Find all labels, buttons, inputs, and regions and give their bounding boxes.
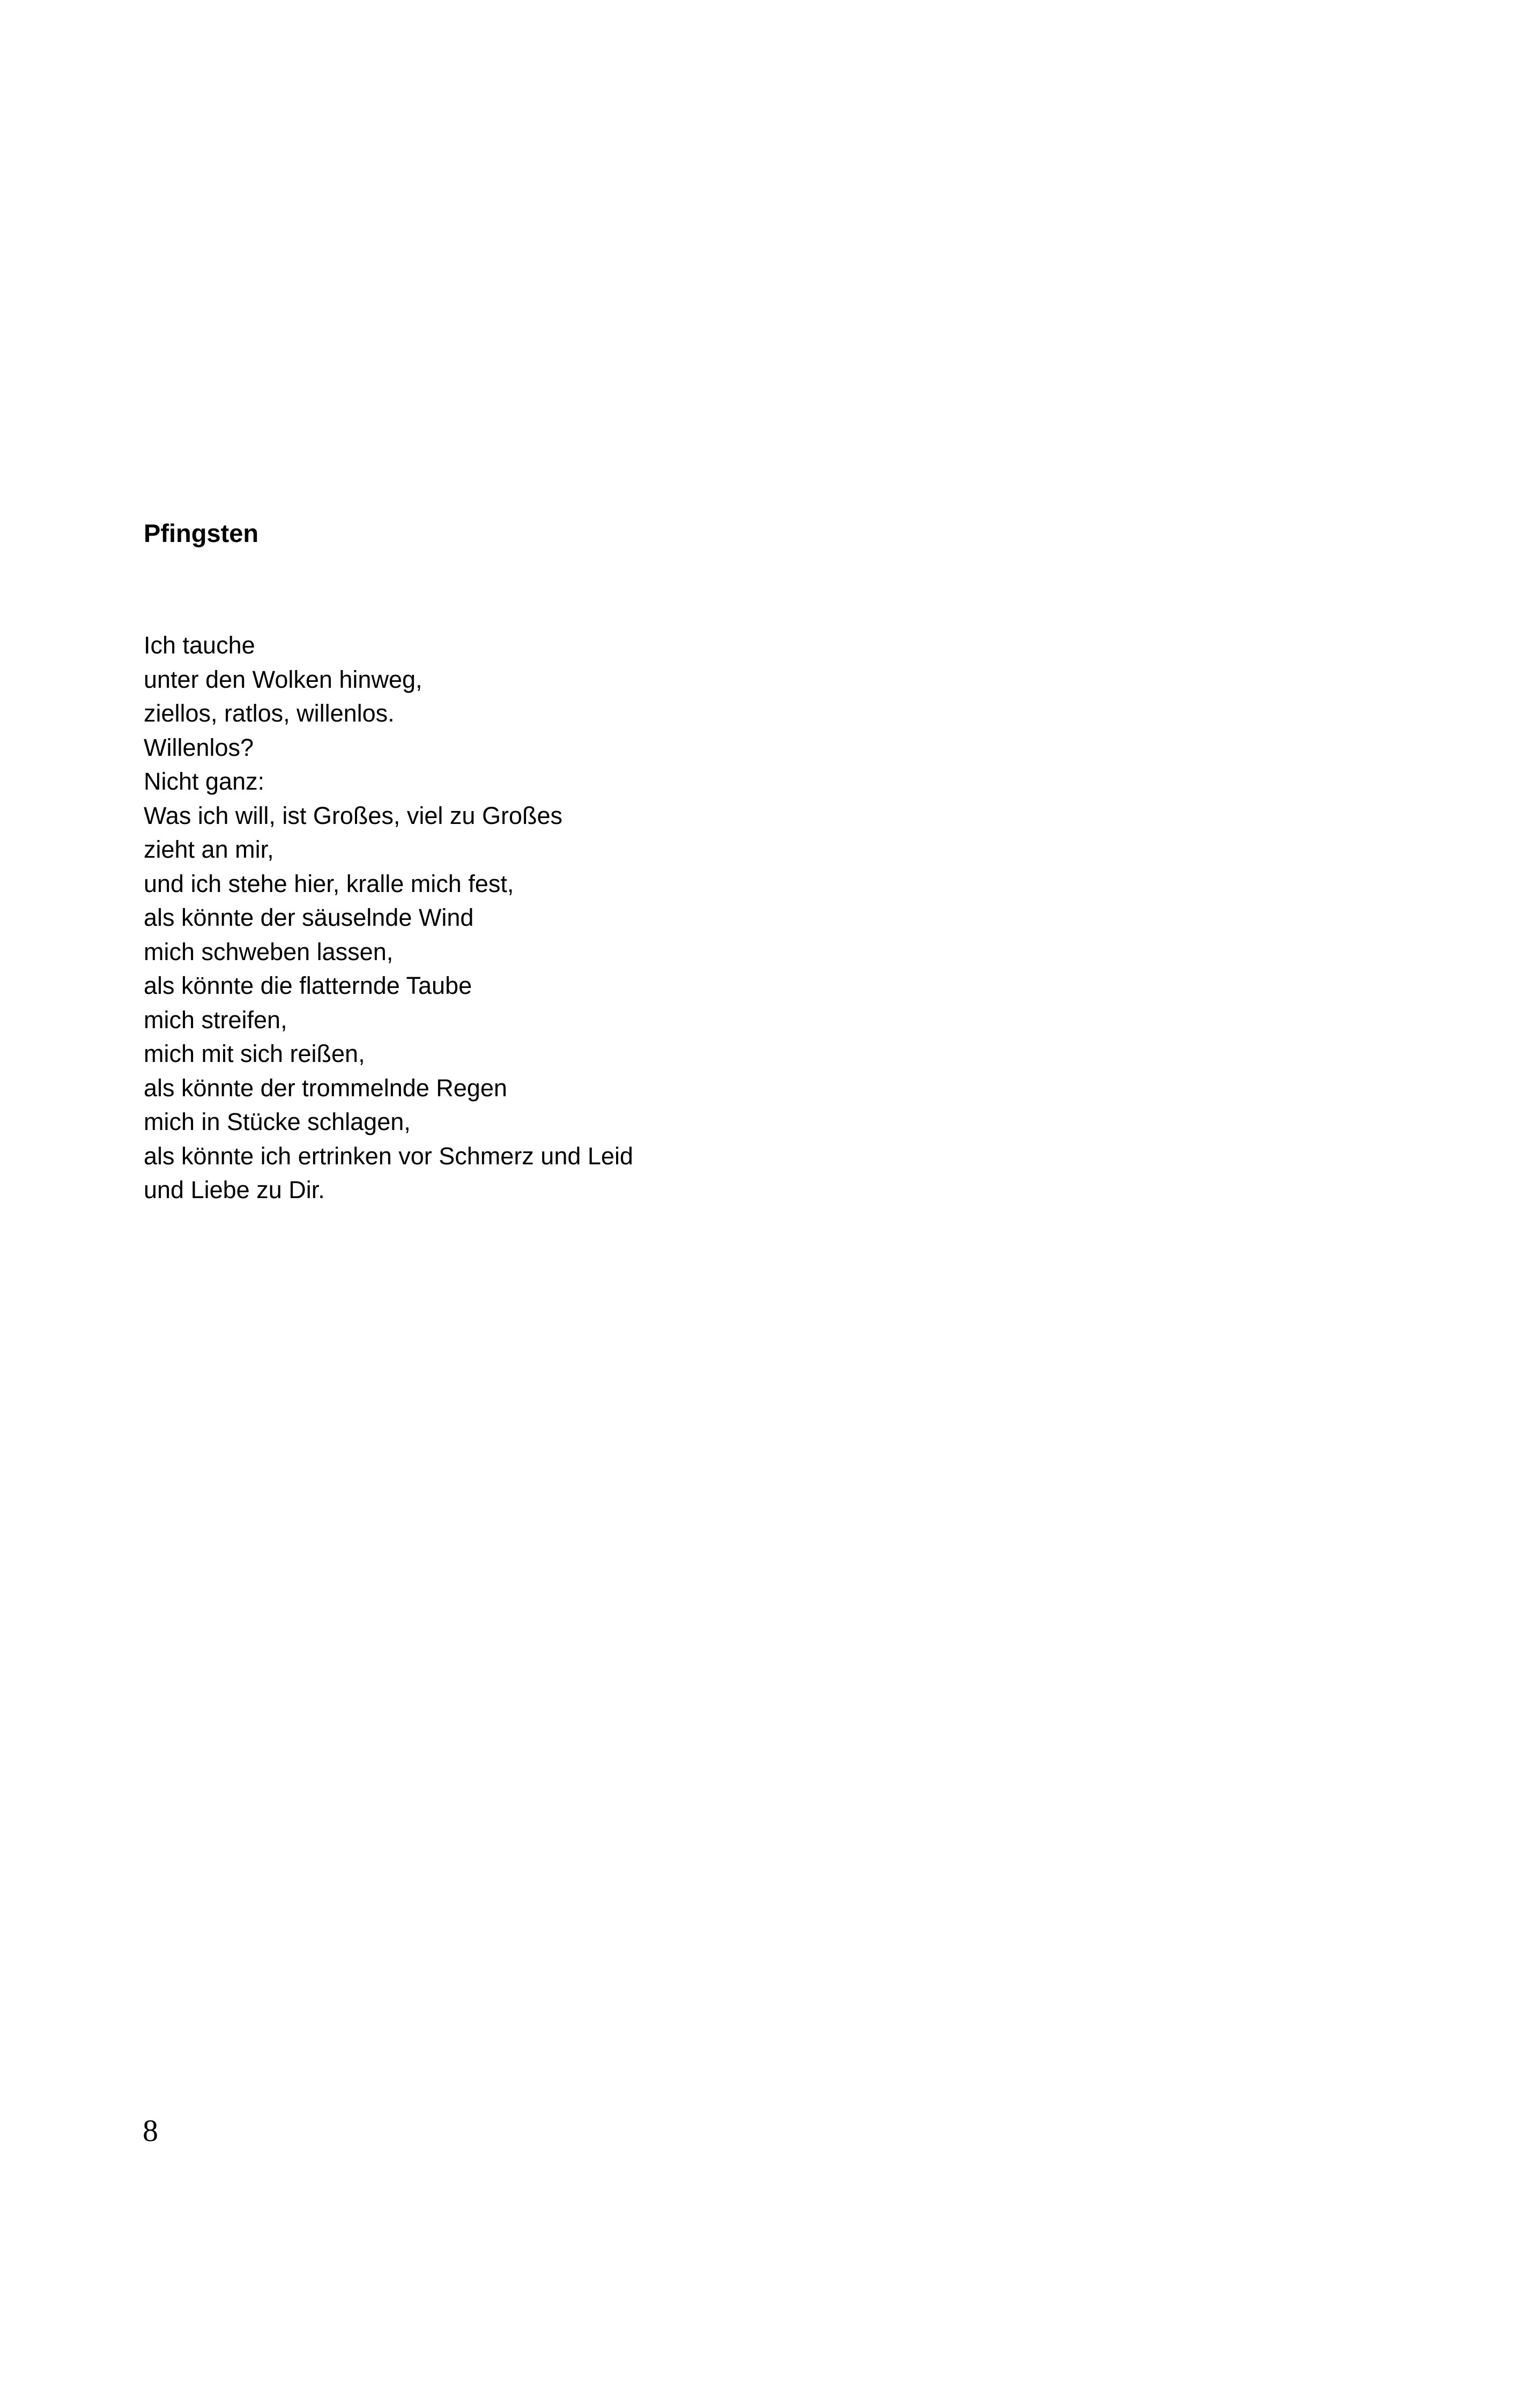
poem-line: mich in Stücke schlagen, [144, 1108, 411, 1135]
poem-line: mich schweben lassen, [144, 938, 394, 965]
poem-title: Pfingsten [144, 519, 259, 547]
poem-line: Was ich will, ist Großes, viel zu Großes [144, 801, 562, 829]
poem-line: als könnte der trommelnde Regen [144, 1074, 507, 1102]
poem-line: Ich tauche [144, 631, 255, 659]
poem-line: Willenlos? [144, 733, 254, 761]
poem-line: mich mit sich reißen, [144, 1040, 365, 1067]
poem-line: zieht an mir, [144, 836, 274, 863]
poem-body [144, 628, 633, 1207]
poem-line: und Liebe zu Dir. [144, 1176, 325, 1203]
poem-line: ziellos, ratlos, willenlos. [144, 700, 395, 727]
poem-line: als könnte die flatternde Taube [144, 972, 472, 999]
poem-line: Nicht ganz: [144, 768, 265, 795]
poem-line: als könnte der säuselnde Wind [144, 904, 474, 931]
poem-line: mich streifen, [144, 1006, 287, 1034]
poem-line: und ich stehe hier, kralle mich fest, [144, 869, 514, 897]
poem-line: als könnte ich ertrinken vor Schmerz und Leid [144, 1142, 633, 1170]
poem-line: unter den Wolken hinweg, [144, 665, 423, 693]
page-number: 8 [143, 2113, 158, 2148]
